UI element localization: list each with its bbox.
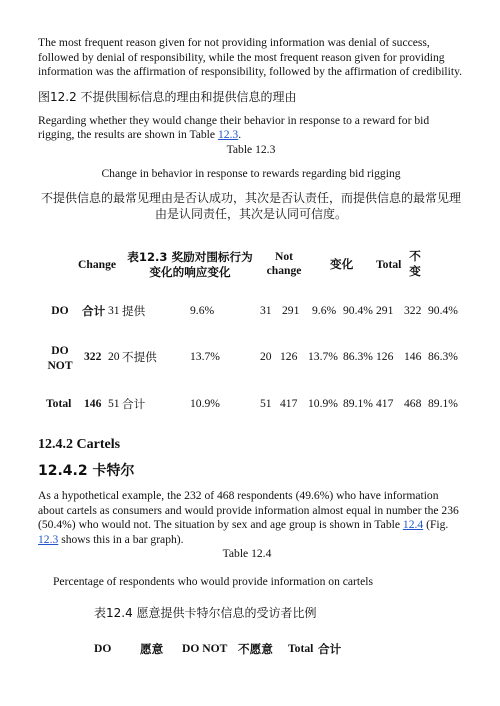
row-label: Total	[46, 397, 72, 410]
cell-n3: 291	[282, 304, 300, 317]
cell-pct2: 9.6%	[312, 304, 337, 317]
cell-n2: 31	[260, 304, 272, 317]
figure-12-3-link[interactable]: 12.3	[38, 532, 59, 546]
row-label: DO NOT	[47, 344, 73, 372]
cell-n5: 468	[404, 397, 422, 410]
table-12-4-link[interactable]: 12.4	[402, 518, 424, 531]
header-heji: 合计	[318, 642, 342, 656]
cell-cn2: 提供	[122, 304, 146, 318]
row-cn-label: 146	[84, 397, 102, 410]
table-12-3-link[interactable]: 12.3	[217, 128, 239, 141]
table-12-4-title: Percentage of respondents who would provide information on cartels	[52, 574, 374, 588]
cell-pct4: 86.3%	[428, 350, 458, 363]
cell-n3: 126	[280, 350, 298, 363]
row-label: DO	[51, 304, 69, 317]
section-heading-cn: 12.4.2 卡特尔	[38, 463, 135, 479]
cell-n3: 417	[280, 397, 298, 410]
paragraph-reasons: The most frequent reason given for not providing information was denial of success, followed by denial of responsibility, while the most frequent reason given for providing information was the affirmation of responsibility, followed by the affirmation of credibility.	[38, 36, 463, 78]
table-12-3-label: Table 12.3	[226, 142, 276, 156]
paragraph-cartels: As a hypothetical example, the 232 of 468 respondents (49.6%) who have information about cartels as consumers and would provide information almost equal in number the 236 (50.4%) who would not. The situation by sex and age group is shown in Table 12.4 (Fig. 12.3 shows this in a bar graph).	[38, 489, 459, 546]
row-cn-label: 322	[84, 350, 102, 363]
cell-pct1: 10.9%	[190, 397, 220, 410]
cell-n5: 322	[404, 304, 422, 317]
paragraph-reward: Regarding whether they would change their behavior in response to a reward for bid rigging, the results are shown in Table 12.3.	[38, 113, 430, 141]
table-12-3-title: Change in behavior in response to rewards regarding bid rigging	[101, 167, 401, 180]
cell-n4: 126	[376, 350, 394, 363]
cell-pct1: 13.7%	[190, 350, 220, 363]
header-yuanyi: 愿意	[140, 642, 164, 656]
row-cn-label: 合计	[82, 304, 106, 318]
header-cn-title: 表12.3 奖励对围标行为变化的响应变化	[127, 250, 253, 279]
figure-caption-cn: 图12.2 不提供围标信息的理由和提供信息的理由	[38, 89, 297, 104]
cell-pct1: 9.6%	[190, 304, 215, 317]
cell-pct2: 13.7%	[308, 350, 338, 363]
cell-n5: 146	[404, 350, 422, 363]
cell-pct3: 86.3%	[343, 350, 373, 363]
cell-pct4: 90.4%	[428, 304, 458, 317]
cell-pct3: 89.1%	[343, 397, 373, 410]
header-do-not: DO NOT	[182, 642, 228, 655]
header-do: DO	[94, 642, 112, 655]
header-not-change: Not change	[266, 250, 302, 277]
table-12-4-cn-title: 表12.4 愿意提供卡特尔信息的受访者比例	[94, 606, 317, 620]
section-heading-en: 12.4.2 Cartels	[38, 437, 121, 452]
header-buyuanyi: 不愿意	[238, 642, 273, 656]
cell-cn2: 合计	[122, 397, 146, 411]
cell-pct4: 89.1%	[428, 397, 458, 410]
cell-n4: 291	[376, 304, 394, 317]
cn-summary-paragraph: 不提供信息的最常见理由是否认成功，其次是否认责任，而提供信息的最常见理由是认同责任，其次是认同可信度。	[40, 190, 461, 221]
header-bubian: 不变	[409, 249, 421, 278]
document-body	[38, 36, 464, 222]
cell-pct2: 10.9%	[308, 397, 338, 410]
header-total: Total	[288, 642, 314, 655]
cell-cn2: 不提供	[122, 350, 157, 364]
cell-n1: 31	[108, 304, 120, 317]
header-total: Total	[376, 258, 402, 271]
cell-n2: 20	[260, 350, 272, 363]
cell-n2: 51	[260, 397, 272, 410]
cell-n4: 417	[376, 397, 394, 410]
table-12-4-label: Table 12.4	[222, 547, 272, 560]
header-bianhua: 变化	[330, 257, 354, 271]
cell-n1: 20	[108, 350, 120, 363]
section-cartels	[38, 436, 464, 621]
cell-n1: 51	[108, 397, 120, 410]
cell-pct3: 90.4%	[343, 304, 373, 317]
header-change: Change	[78, 258, 117, 271]
